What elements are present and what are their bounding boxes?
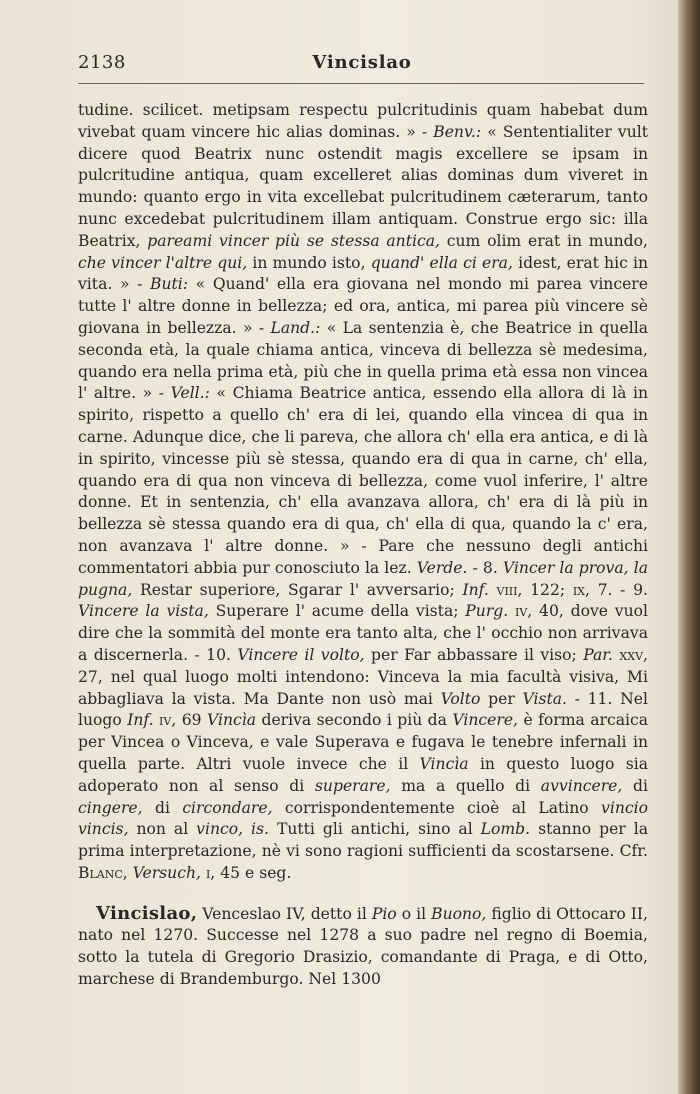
page-number: 2138 [78, 52, 126, 73]
citation-ref: Inf. [127, 711, 154, 730]
text-run: - 11. Nel luogo [78, 689, 648, 730]
text-run: Venceslao IV, detto il [197, 904, 372, 923]
italic-term: Pio [371, 904, 397, 923]
text-run: , 27, nel qual luogo molti intendono: Vinceva la mia facultà visiva, Mi abbagliava la vista. Ma Dante non usò mai [78, 645, 648, 708]
canto-numeral: iv [159, 711, 172, 730]
canto-numeral: iv [515, 602, 528, 621]
text-run: , 7. - 9. [585, 580, 648, 599]
canto-numeral: xxv [619, 645, 644, 664]
page-edge-shadow [678, 0, 700, 1094]
text-run: o il [396, 904, 432, 923]
italic-term: Buono, [431, 904, 487, 923]
citation-land: Land.: [270, 318, 321, 337]
quoted-verse: che vincer l'altre qui, [78, 253, 248, 272]
page-header [78, 52, 646, 82]
dictionary-entry [78, 903, 648, 991]
text-run: stanno per la prima interpretazione, nè vi sono ragioni sufficienti da scostarsene. Cfr. [78, 820, 648, 861]
italic-term: vincio vincis, [78, 798, 648, 839]
canto-numeral: viii [496, 580, 518, 599]
text-run: « Sententialiter vult dicere quod Beatrix nunc ostendit magis excellere se ipsam in pulcritudine antiqua, quam excelleret alias dominas dum viveret in mundo: quanto ergo in vita excellebat pulcritudinem cæterarum, tanto nunc excedebat pulcritudinem illam antiquam. Construe ergo sic: illa Beatrix, [78, 122, 649, 250]
citation-buti: Buti: [150, 275, 189, 294]
text-run: Tutti gli antichi, sino al [268, 820, 481, 839]
italic-term: Vincer la prova, la pugna, [78, 558, 648, 599]
text-run: , [122, 863, 133, 882]
text-run: è forma arcaica per Vincea o Vinceva, e vale Superava e fugava le tenebre infernali in quella parte. Altri vuole invece che il [78, 711, 649, 773]
italic-term: Vincìa [207, 711, 257, 730]
text-run: di [142, 798, 183, 817]
quoted-verse: pareami vincer più se stessa antica, [147, 231, 440, 250]
text-run: , 40, dove vuol dire che la sommità del monte era tanto alta, che l' occhio non arrivava a discernerla. - 10. [78, 602, 649, 664]
italic-term: Vincere, [452, 711, 519, 730]
text-run: , 45 e seg. [210, 863, 292, 882]
text-run: tudine. scilicet. metipsam respectu pulcritudinis quam habebat dum vivebat quam vincere hic alias dominas. » - [78, 101, 648, 141]
citation-benv: Benv.: [433, 122, 482, 141]
italic-term: Versuch, [132, 863, 201, 882]
citation-ref: Par. [583, 645, 613, 664]
text-run [489, 581, 497, 599]
italic-term: Vincere il volto, [237, 645, 365, 664]
citation-ref: Purg. [465, 602, 509, 621]
running-title: Vincislao [312, 52, 412, 73]
header-rule [78, 83, 644, 84]
text-run: , 122; [517, 580, 573, 599]
volume-numeral: i [205, 863, 211, 882]
italic-term: Vincere la vista, [78, 602, 209, 621]
text-run: non al [128, 820, 197, 839]
italic-term: circondare, [182, 798, 273, 817]
italic-term: avvincere, [540, 776, 623, 795]
canto-numeral: ix [572, 580, 585, 599]
entry-headword: Vincislao, [96, 902, 198, 924]
citation-ref: Inf. [462, 580, 489, 599]
text-run: « Chiama Beatrice antica, essendo ella allora di là in spirito, rispetto a quello ch' era di lei, quando ella vincea di qua in carne. Adunque dice, che li pareva, che allora ch' ella era antica, e di là in spirito, vincesse più sè stessa, quando era di qua in carne, ch' ella, quando era di qua non vinceva di bellezza, come vuol inferire, l' altre donne. Et in sentenzia, ch' ella avanzava allora, ch' era di là più in bellezza sè stessa quando era di qua, ch' ella di qua, quando la c' era, non avanzava l' altre donne. » - Pare che nessuno degli antichi commentatori abbia pur conosciuto la lez. [78, 384, 648, 577]
italic-term: Volto [440, 689, 481, 708]
text-run: figlio di Ottocaro II, nato nel 1270. Successe nel 1278 a suo padre nel regno di Boemia, sotto la tutela di Gregorio Drasizio, comandante di Praga, e di Otto, marchese di Brandemburgo. Nel 1300 [78, 904, 649, 989]
italic-term: Vincìa [419, 754, 469, 773]
italic-term: Lomb. [480, 820, 531, 839]
italic-term: vinco, is. [196, 820, 269, 839]
text-run: corrispondentemente cioè al Latino [272, 798, 602, 817]
quoted-verse: quand' ella ci era, [370, 253, 513, 272]
text-run: cum olim erat in mundo, [439, 231, 648, 250]
italic-term: Vista. [522, 689, 567, 708]
text-run: - 8. [467, 558, 503, 577]
text-run: ma a quello di [390, 776, 541, 795]
text-run: , 69 [171, 711, 207, 730]
citation-vell: Vell.: [170, 384, 210, 403]
text-run: di [622, 776, 648, 795]
page-body [78, 100, 648, 991]
text-run: Superare l' acume della vista; [208, 602, 466, 621]
text-run: « Quand' ella era giovana nel mondo mi parea vincere tutte l' altre donne in bellezza; ed ora, antica, mi parea più vincere sè giovana in bellezza. » - [78, 275, 648, 337]
text-run: in questo luogo sia adoperato non al senso di [78, 754, 648, 795]
italic-term: cingere, [78, 798, 143, 817]
author-name: Blanc [78, 863, 123, 882]
italic-term: superare, [314, 776, 391, 795]
text-run: in mundo isto, [247, 253, 371, 272]
italic-term: Verde. [416, 558, 468, 577]
text-run: Restar superiore, Sgarar l' avversario; [132, 580, 463, 599]
text-run [508, 602, 515, 620]
text-run: « La sentenzia è, che Beatrice in quella seconda età, la quale chiama antica, vinceva di bellezza sè medesima, quando era nella prima età, più che in quella prima età essa non vincea l' altre. » - [78, 318, 649, 403]
text-run: per [480, 689, 523, 708]
text-run: per Far abbassare il viso; [364, 645, 584, 664]
continuation-paragraph [78, 100, 648, 885]
text-run: deriva secondo i più da [256, 711, 453, 730]
text-run: idest, erat hic in vita. » - [78, 253, 649, 294]
